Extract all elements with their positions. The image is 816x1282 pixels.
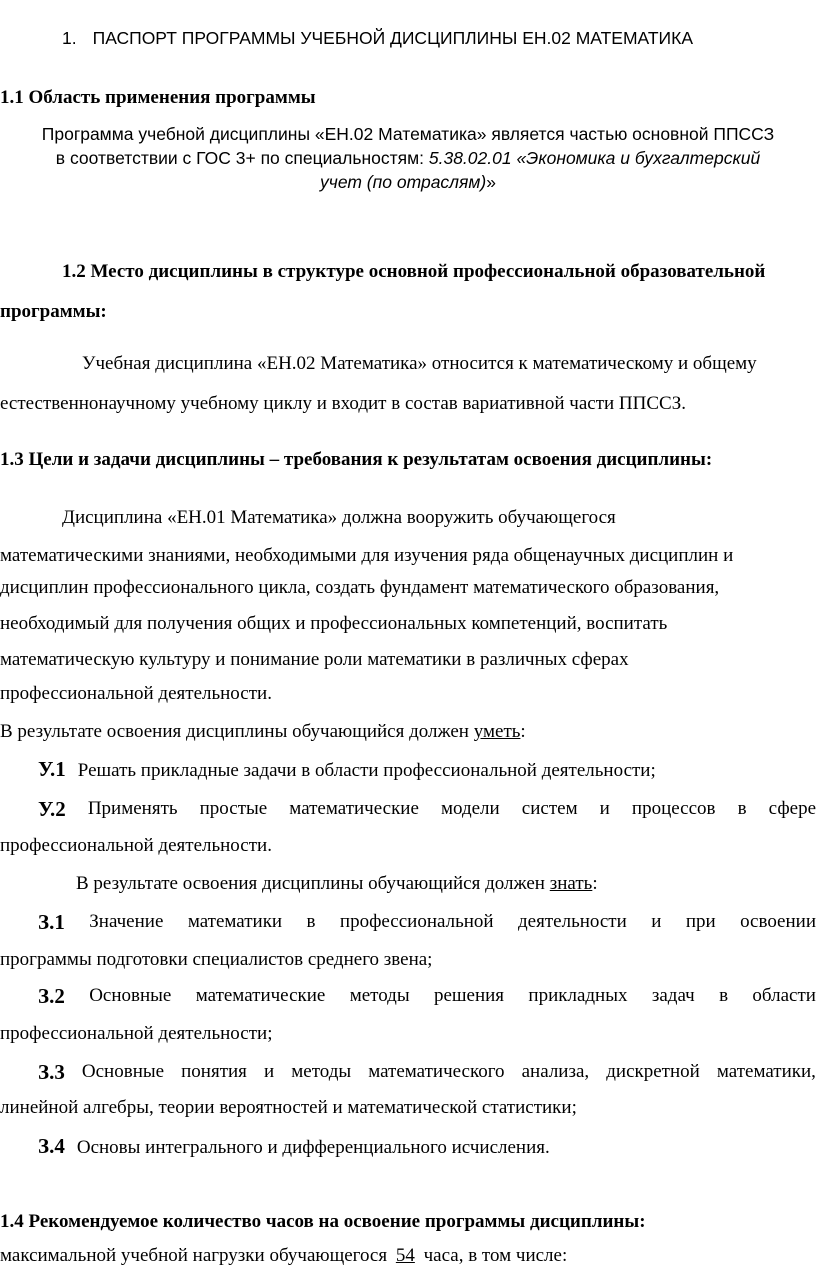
z1-word: освоении [740,911,816,932]
z2-word: математические [195,985,326,1006]
section-1-1-heading: 1.1 Область применения программы [0,87,316,108]
s13-paragraph-line-2: математическими знаниями, необходимыми для изучения ряда общенаучных дисциплин и [0,545,734,566]
z3-word: и [264,1061,275,1082]
z3-word: методы [291,1061,352,1082]
u2-word: математические [289,798,419,819]
knowledge-z3-line-1 [0,1060,816,1086]
z2-word: в [719,985,729,1006]
knowledge-z1-code: З.1 [38,910,65,934]
s11-line-2 [0,146,816,170]
z2-word: решения [433,985,505,1006]
s14-hours-line [0,1244,567,1268]
s13-paragraph-line-4: необходимый для получения общих и профессиональных компетенций, воспитать [0,613,668,634]
section-1-3-heading: 1.3 Цели и задачи дисциплины – требования к результатам освоения дисциплины: [0,449,713,470]
u2-word: систем [521,798,578,819]
u2-word: Применять [87,798,178,819]
s14-line-post: часа, в том числе: [418,1245,568,1266]
z2-word: методы [349,985,410,1006]
section-1-4-heading: 1.4 Рекомендуемое количество часов на освоение программы дисциплины: [0,1211,646,1232]
z3-word: дискретной [606,1061,700,1082]
skills-intro-text: В результате освоения дисциплины обучающийся должен [0,721,474,742]
knowledge-z1-line-1 [0,910,816,936]
knowledge-z4 [38,1134,550,1160]
knowledge-z4-text: Основы интегрального и дифференциального исчисления. [76,1137,550,1158]
z1-word: и [651,911,662,932]
z3-word: Основные [81,1061,165,1082]
s11-line-2-plain: в соответствии с ГОС 3+ по специальностям: [55,148,429,168]
s13-paragraph-line-1: Дисциплина «ЕН.01 Математика» должна вооружить обучающегося [62,507,616,528]
u2-word: сфере [768,798,816,819]
z2-word: Основные [89,985,172,1006]
u2-word: модели [440,798,500,819]
u2-word: и [599,798,610,819]
title-number: 1. [62,28,77,48]
s13-paragraph-line-3: дисциплин профессионального цикла, создать фундамент математического образования, [0,577,720,598]
z1-word: в [306,911,316,932]
u2-word: процессов [631,798,716,819]
knowledge-intro [76,872,598,896]
skills-intro [0,720,526,744]
knowledge-keyword: знать [549,873,593,894]
section-1-2-heading-line-2: программы: [0,301,107,322]
title-text: ПАСПОРТ ПРОГРАММЫ УЧЕБНОЙ ДИСЦИПЛИНЫ ЕН.02 МАТЕМАТИКА [92,28,693,48]
z1-word: при [685,911,716,932]
knowledge-z3-line-2: линейной алгебры, теории вероятностей и математической статистики; [0,1097,577,1118]
s13-paragraph-line-5: математическую культуру и понимание роли математики в различных сферах [0,649,629,670]
knowledge-z1-line-2: программы подготовки специалистов среднего звена; [0,949,433,970]
z3-word: понятия [181,1061,247,1082]
skill-u1-text: Решать прикладные задачи в области профессиональной деятельности; [77,760,656,781]
z1-word: деятельности [518,911,627,932]
knowledge-z3-code: З.3 [38,1060,65,1084]
u2-word: в [737,798,747,819]
z3-word: анализа, [521,1061,590,1082]
u2-word: простые [199,798,268,819]
z2-word: задач [651,985,695,1006]
knowledge-colon: : [592,873,598,894]
knowledge-z2-line-1 [0,984,816,1010]
knowledge-intro-text: В результате освоения дисциплины обучающийся должен [76,873,550,894]
skills-keyword: уметь [473,721,521,742]
document-title [62,26,693,50]
skills-colon: : [520,721,526,742]
knowledge-z2-line-2: профессиональной деятельности; [0,1023,273,1044]
z1-word: профессиональной [339,911,494,932]
z3-word: математики, [716,1061,816,1082]
s11-specialty-code: 5.38.02.01 «Экономика и бухгалтерский [428,148,761,168]
s11-line-1: Программа учебной дисциплины «ЕН.02 Математика» является частью основной ППССЗ [41,124,775,144]
s12-paragraph-line-2: естественнонаучному учебному циклу и входит в состав вариативной части ППССЗ. [0,393,686,414]
knowledge-z4-code: З.4 [38,1134,65,1158]
skill-u2-code: У.2 [38,797,66,821]
skill-u1-code: У.1 [38,757,66,781]
z2-word: прикладных [528,985,628,1006]
s13-paragraph-line-6: профессиональной деятельности. [0,683,272,704]
s14-line-pre: максимальной учебной нагрузки обучающегося [0,1245,392,1266]
z1-word: математики [187,911,283,932]
s12-paragraph-line-1: Учебная дисциплина «ЕН.02 Математика» относится к математическому и общему [82,353,757,374]
knowledge-z2-code: З.2 [38,984,65,1008]
s11-line-3 [0,170,816,194]
max-load-hours: 54 [395,1245,415,1266]
z2-word: области [752,985,816,1006]
skill-u2-line-2: профессиональной деятельности. [0,835,272,856]
s11-line-3-plain: » [486,172,496,192]
z1-word: Значение [89,911,164,932]
s11-specialty-name: учет (по отраслям) [320,172,487,192]
z3-word: математического [368,1061,505,1082]
skill-u1 [38,757,656,783]
section-1-2-heading-line-1: 1.2 Место дисциплины в структуре основной профессиональной образовательной [62,261,766,282]
skill-u2-line-1 [0,797,816,823]
